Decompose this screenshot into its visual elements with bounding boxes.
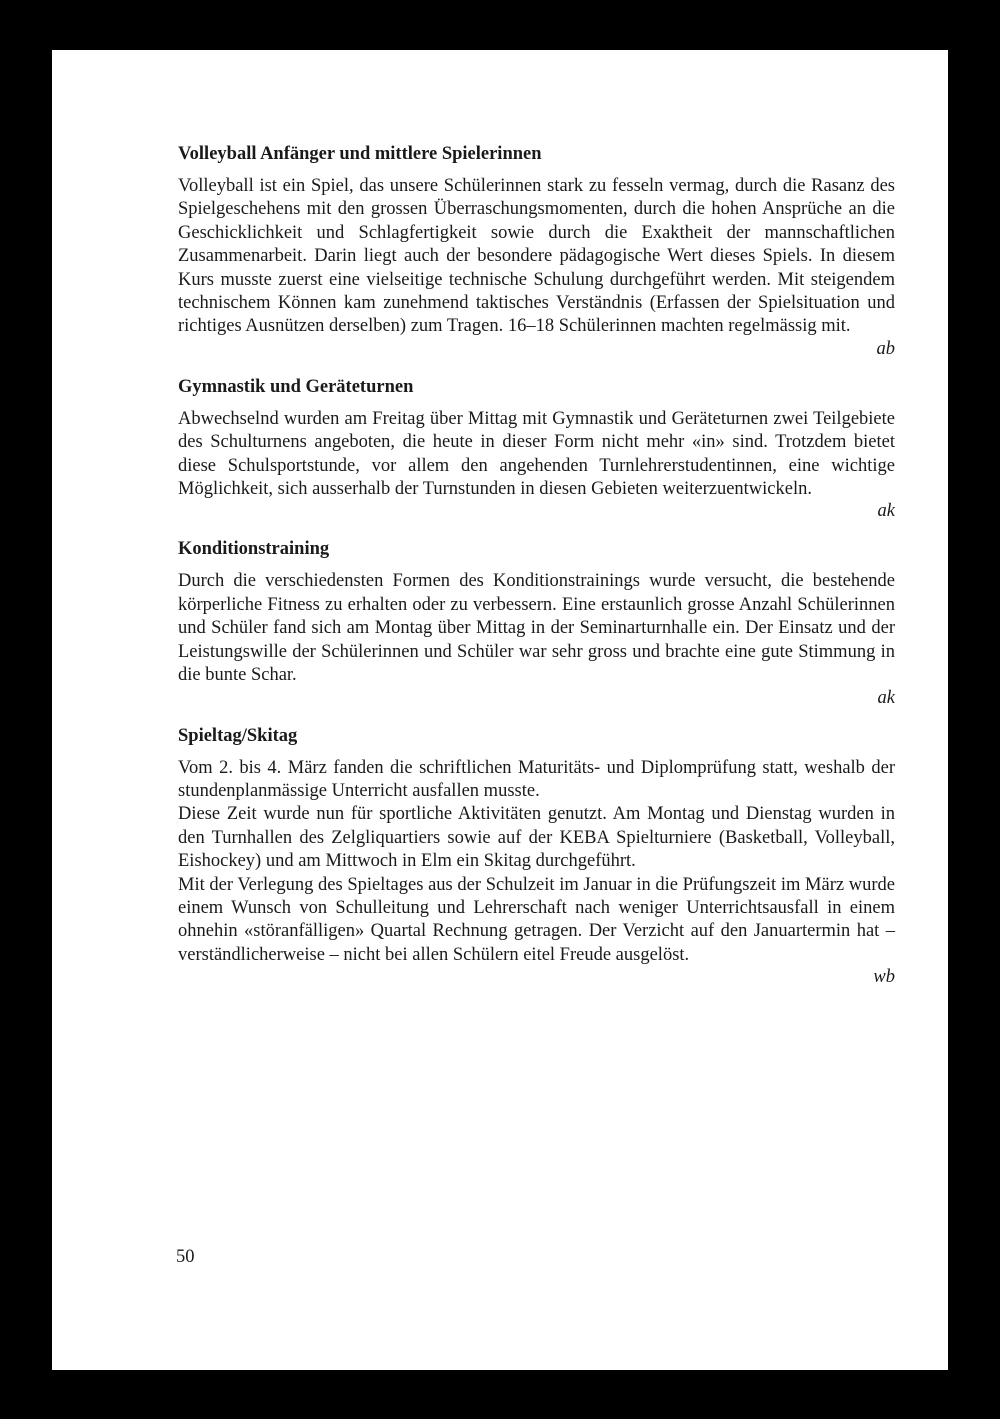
section-heading: Konditionstraining [178, 539, 330, 560]
author-initials: wb [873, 967, 895, 988]
section-gymnastik [178, 375, 895, 522]
section-volleyball [178, 142, 895, 359]
section-paragraph: Durch die verschiedensten Formen des Konditionstrainings wurde versucht, die bestehende körperliche Fitness zu erhalten oder zu verbessern. Eine erstaunlich grosse Anzahl Schülerinnen und Schüler fand sich am Montag über Mittag in der Seminarturnhalle ein. Der Einsatz und der Leistungswille der Schülerinnen und Schüler war sehr gross und brachte eine gute Stimmung in die bunte Schar. [178, 571, 895, 686]
author-initials: ak [877, 501, 895, 522]
section-paragraph: Abwechselnd wurden am Freitag über Mittag mit Gymnastik und Geräteturnen zwei Teilgebiete des Schulturnens angeboten, die heute in dieser Form nicht mehr «in» sind. Trotzdem bietet diese Schulsportstunde, vor allem den angehenden Turnlehrerstudentinnen, eine wichtige Möglichkeit, sich ausserhalb der Turnstunden in diesen Gebieten weiterzuentwickeln. [178, 408, 895, 500]
section-heading: Volleyball Anfänger und mittlere Spielerinnen [178, 144, 542, 164]
section-heading: Gymnastik und Geräteturnen [178, 376, 414, 397]
section-paragraph: Volleyball ist ein Spiel, das unsere Schülerinnen stark zu fesseln vermag, durch die Rasanz des Spielgeschehens mit den grossen Überraschungsmomenten, durch die hohen Ansprüche an die Geschicklichkeit und Schlagfertigkeit sowie durch die Exaktheit der mannschaftlichen Zusammenarbeit. Darin liegt auch der besondere pädagogische Wert dieses Spiels. In diesem Kurs musste zuerst eine vielseitige technische Schulung durchgeführt werden. Mit steigendem technischem Können kam zunehmend taktisches Verständnis (Erfassen der Spielsituation und richtiges Ausnützen derselben) zum Tragen. 16–18 Schülerinnen machten regelmässig mit. [178, 176, 895, 337]
section-konditionstraining [178, 537, 895, 707]
section-paragraph: Mit der Verlegung des Spieltages aus der Schulzeit im Januar in die Prüfungszeit im März wurde einem Wunsch von Schulleitung und Lehrerschaft nach weniger Unterrichtsausfall in einem ohnehin «störanfälligen» Quartal Rechnung getragen. Der Verzicht auf den Januartermin hat – verständlicherweise – nicht bei allen Schülern eitel Freude ausgelöst. [178, 874, 895, 965]
author-initials: ab [876, 338, 895, 359]
page-number: 50 [176, 1247, 195, 1267]
section-paragraph: Diese Zeit wurde nun für sportliche Aktivitäten genutzt. Am Montag und Dienstag wurden in den Turnhallen des Zelgliquartiers sowie auf der KEBA Spielturniere (Basketball, Volleyball, Eishockey) und am Mittwoch in Elm ein Skitag durchgeführt. [178, 804, 895, 872]
page-content [178, 142, 895, 1003]
author-initials: ak [877, 687, 895, 708]
section-heading: Spieltag/Skitag [178, 725, 298, 746]
section-paragraph: Vom 2. bis 4. März fanden die schriftlichen Maturitäts- und Diplomprüfung statt, weshalb der stundenplanmässige Unterricht ausfallen musste. [178, 757, 895, 801]
document-page [52, 50, 948, 1370]
section-spieltag-skitag [178, 724, 895, 988]
